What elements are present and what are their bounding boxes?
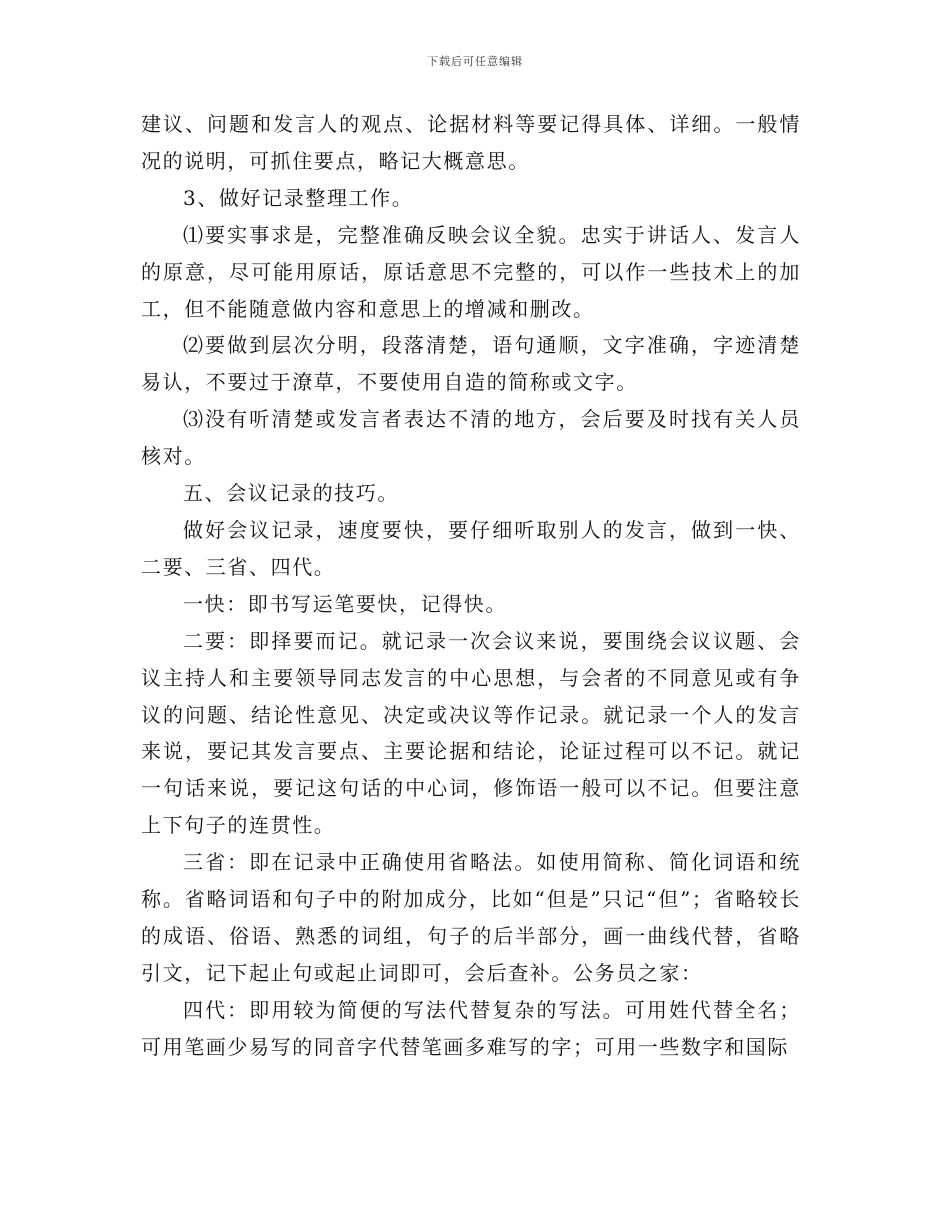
section-heading: 3、做好记录整理工作。 xyxy=(183,185,414,210)
list-item: ⑵要做到层次分明，段落清楚，语句通顺，文字准确，字迹清楚易认，不要过于潦草，不要使用自造的简称或文字。 xyxy=(141,333,801,395)
paragraph: 一快：即书写运笔要快，记得快。 xyxy=(183,591,507,616)
paragraph: 二要：即择要而记。就记录一次会议来说，要围绕会议议题、会议主持人和主要领导同志发言的中心思想，与会者的不同意见或有争议的问题、结论性意见、决定或决议等作记录。就记录一个人的发言来说，要记其发言要点、主要论据和结论，论证过程可以不记。就记一句话来说，要记这句话的中心词，修饰语一般可以不记。但要注意上下句子的连贯性。 xyxy=(141,628,801,838)
document-body xyxy=(141,106,801,1066)
list-item: ⑶没有听清楚或发言者表达不清的地方，会后要及时找有关人员核对。 xyxy=(141,407,801,469)
paragraph: 做好会议记录，速度要快，要仔细听取别人的发言，做到一快、二要、三省、四代。 xyxy=(141,517,801,579)
page-header: 下载后可任意编辑 xyxy=(427,55,523,68)
paragraph: 建议、问题和发言人的观点、论据材料等要记得具体、详细。一般情况的说明，可抓住要点，略记大概意思。 xyxy=(141,112,801,173)
list-item: ⑴要实事求是，完整准确反映会议全貌。忠实于讲话人、发言人的原意，尽可能用原话，原话意思不完整的，可以作一些技术上的加工，但不能随意做内容和意思上的增减和删改。 xyxy=(141,222,801,321)
section-heading: 五、会议记录的技巧。 xyxy=(183,481,399,506)
paragraph: 三省：即在记录中正确使用省略法。如使用简称、简化词语和统称。省略词语和句子中的附加成分，比如“但是”只记“但”；省略较长的成语、俗语、熟悉的词组，句子的后半部分，画一曲线代替，省略引文，记下起止句或起止词即可，会后查补。公务员之家： xyxy=(141,850,801,985)
paragraph: 四代：即用较为简便的写法代替复杂的写法。可用姓代替全名；可用笔画少易写的同音字代替笔画多难写的字；可用一些数字和国际 xyxy=(141,997,801,1059)
